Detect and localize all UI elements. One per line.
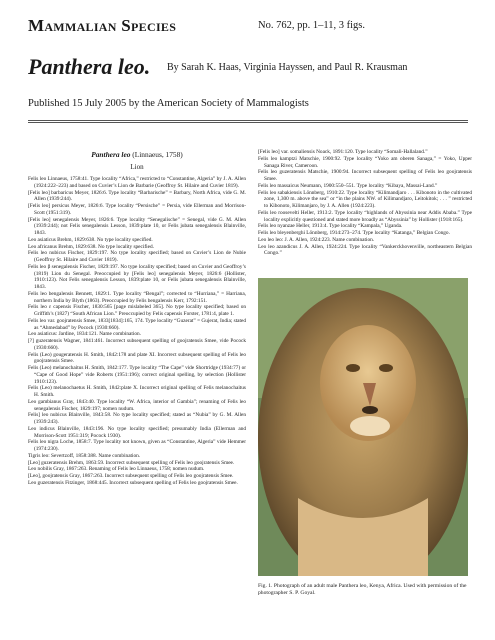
synonym-entry: Felis] leo nubicus Blainville, 1843:58. No type locality specified; stated as “Nubia” by G. M. Allen (1939:243). <box>28 412 246 425</box>
synonym-entry: Felis (Leo) melanochaetus H. Smith, 1842:plate X. Incorrect original spelling of Felis melanochaitus H. Smith. <box>28 385 246 398</box>
synonym-entry: Felis (Leo) gougeratensis H. Smith, 1842:178 and plate XI. Incorrect subsequent spelling of Felis leo goojratensis Smee. <box>28 351 246 365</box>
synonym-entry: Leo indicus Blainville, 1843:196. No type locality specified; presumably India (Ellerman and Morrison-Scott 1951:319; Pocock 1930). <box>28 425 246 439</box>
section-authority: (Linnaeus, 1758) <box>132 150 183 159</box>
synonym-entry: Felis leo nyanzae Heller, 1913:4. Type locality “Kampala,” Uganda. <box>258 223 403 230</box>
synonymy-right-column <box>258 149 472 257</box>
synonym-entry: Felis leo var. goojratensis Smee, 1833[1834]:165, 174. Type locality “Guzerat” = Gujerat, India; stated as “Ahmedabad” by Pocock (1930:660). <box>28 317 246 331</box>
synonym-entry: [Felis leo] barbaricus Meyer, 1826:6. Type locality “Barbarische” = Barbary, North Africa, vide G. M. Allen (1939:244). <box>28 189 246 203</box>
synonym-entry: Leo gambianus Gray, 1843:40. Type locality “W. Africa, interior of Gambia”; renaming of Felis leo senegalensis Fischer, 1829:197; nomen nudum. <box>28 398 246 412</box>
synonym-entry: [Leo], goojratensis Gray, 1867:263. Incorrect subsequent spelling of Felis leo goojratensis Smee. <box>28 473 234 479</box>
publication-info: Published 15 July 2005 by the American Society of Mammalogists <box>28 98 309 109</box>
synonym-entry: [Felis leo] senegalensis Meyer, 1826:6. Type locality “Senegalische” = Senegal, vide G. M. Allen (1939:244); not Felis senegalensis Lesson, 1839:plate 10, or Felis jubata senegalensis Blainville, 1843. <box>28 216 246 236</box>
synonym-entry: Felis leo bleyenberghi Lönnberg, 1914:273–274. Type locality “Katanga,” Belgian Congo. <box>258 230 450 236</box>
figure-caption <box>258 583 470 597</box>
header-divider-bottom <box>28 122 468 123</box>
synonym-entry: Felis leo bengalensis Bennett, 1829:1. Type locality “Bengal”; corrected to “Hurriana,” = Harriana, northern India by Blyth (1863). Preoccupied by Felis bengalensis Kerr, 1792:151. <box>28 290 246 304</box>
synonym-entry: Felis leo nubicus Fischer, 1829:197. No type locality specified; based on Cuvier’s Lion de Nubie (Geoffroy St. Hilaire and Cuvier 1819). <box>28 250 246 263</box>
synonym-entry: Leo asiaticus: Jardine, 1834:121. Name combination. <box>28 331 141 338</box>
synonym-entry: Felis leo sabakiensis Lönnberg, 1910:22. Type locality “Kilimandjaro . . . Kibonoto in the cultivated zone, 1,300 m. above the sea” or “in the plains NW. of Kilimandjaro, Leitokitok; . . . ” restricted to Kibonoto, Kilimanjaro, by J. A. Allen (1924:223). <box>258 189 472 209</box>
journal-title: Mammalian Species <box>28 16 177 35</box>
synonym-entry: Leo asiaticus Brehm, 1829:638. No type locality specified. <box>28 236 153 243</box>
species-title: Panthera leo. <box>28 54 151 79</box>
figure-label: Fig. 1. <box>258 583 273 589</box>
synonym-entry: [?] guzeratensis Wagner, 1841:461. Incorrect subsequent spelling of goojratensis Smee, vide Pocock (1930:660). <box>28 338 246 351</box>
figure-caption-text: Photograph of an adult male Panthera leo, Kenya, Africa. Used with permission of the photographer S. P. Goyal. <box>258 583 467 597</box>
section-heading <box>28 150 246 160</box>
synonym-entry: Felis leo massaicus Neumann, 1900:550–551. Type locality “Kibaya, Massai-Land.” <box>258 182 438 189</box>
synonym-entry: Leo leo leo: J. A. Allen, 1924:223. Name combination. <box>258 236 375 243</box>
synonym-entry: Felis leo nigra Loche, 1858:7. Type locality not known, given as “Constantine, Algeria” vide Hemmer (1974:230). <box>28 439 246 452</box>
synonym-entry: Leo africanus Brehm, 1829:638. No type locality specified. <box>28 243 154 250</box>
synonym-entry: Felis leo Linnaeus, 1758:41. Type locality “Africa,” restricted to “Constantine, Algeria” by J. A. Allen (1924:222–223) and based on Cuvier’s Lion de Barbarie (Geoffroy St. Hilaire and Cuvier 1819). <box>28 176 246 189</box>
synonym-entry: Tigris leo: Severtzoff, 1858:388. Name combination. <box>28 452 141 459</box>
synonym-entry: [Leo] guzeratensis Brehm, 1863:59. Incorrect subsequent spelling of Felis leo goojratensis Smee. <box>28 459 235 466</box>
lion-photograph <box>258 278 468 576</box>
header-divider-top <box>28 120 468 121</box>
synonym-entry: Felis leo roosevelti Heller, 1913:2. Type locality “highlands of Abyssinia near Addis Ababa.” Type locality explicitly questioned and stated more broadly as “Abyssinia” by Hollister (1918:165). <box>258 209 472 223</box>
synonym-entry: Leo guzeratensis Fitzinger, 1868:445. Incorrect subsequent spelling of Felis leo goojratensis Smee. <box>28 479 238 486</box>
synonym-entry: Leo nobilis Gray, 1867:263. Renaming of Felis leo Linnaeus, 1758; nomen nudum. <box>28 466 205 473</box>
synonym-entry: Felis leo kamptzi Matschie, 1900:92. Type locality “Yoko am oberen Sanaga,” = Yoko, Upper Sanaga River, Cameroon. <box>258 155 472 169</box>
synonym-entry: [Felis leo] persicus Meyer, 1826:6. Type locality “Persische” = Persia, vide Ellerman and Morrison-Scott (1951:319). <box>28 203 246 216</box>
synonym-entry: Felis leo ε capensis Fischer, 1830:565 [page mislabeled 365]. No type locality specified; based on Griffith’s (1827) “South African Lion.” Preoccupied by Felis capensis Forster, 1781:4, plate 1. <box>28 304 246 317</box>
synonym-entry: Felis leo guzeratensis Matschie, 1900:94. Incorrect subsequent spelling of Felis leo goojratensis Smee. <box>258 169 472 182</box>
synonymy-left-column <box>28 176 246 487</box>
synonym-entry: [Felis leo] var. somaliensis Noack, 1891:120. Type locality “Somali-Hallaland.” <box>258 149 428 155</box>
authors: By Sarah K. Haas, Virginia Hayssen, and Paul R. Krausman <box>167 62 408 73</box>
section-species-name: Panthera leo <box>91 150 131 159</box>
section-common-name: Lion <box>130 163 144 171</box>
synonym-entry: Felis leo β senegalensis Fischer, 1829:197. No type locality specified; based on Cuvier and Geoffroy’s (1819) Lion du Senegal. Preoccupied by [Felis leo] senegalensis Meyer, 1826:6 (Hollister, 1910:123). Not Felis senegalensis Lesson, 1839:plate 10, or Felis jubata senegalensis Blainville, 1843. <box>28 263 246 290</box>
synonym-entry: Leo leo azandicus J. A. Allen, 1924:224. Type locality “Vankerckhovenville, northeastern Belgian Congo.” <box>258 243 472 257</box>
issue-meta: No. 762, pp. 1–11, 3 figs. <box>258 20 365 31</box>
synonym-entry: Felis (Leo) melanochaitus H. Smith, 1842:177. Type locality “The Cape” vide Shortridge (1934:77) or “Cape of Good Hope” vide Roberts (1951:196); correct original spelling, by selection (Hollister 1910:123). <box>28 365 246 385</box>
